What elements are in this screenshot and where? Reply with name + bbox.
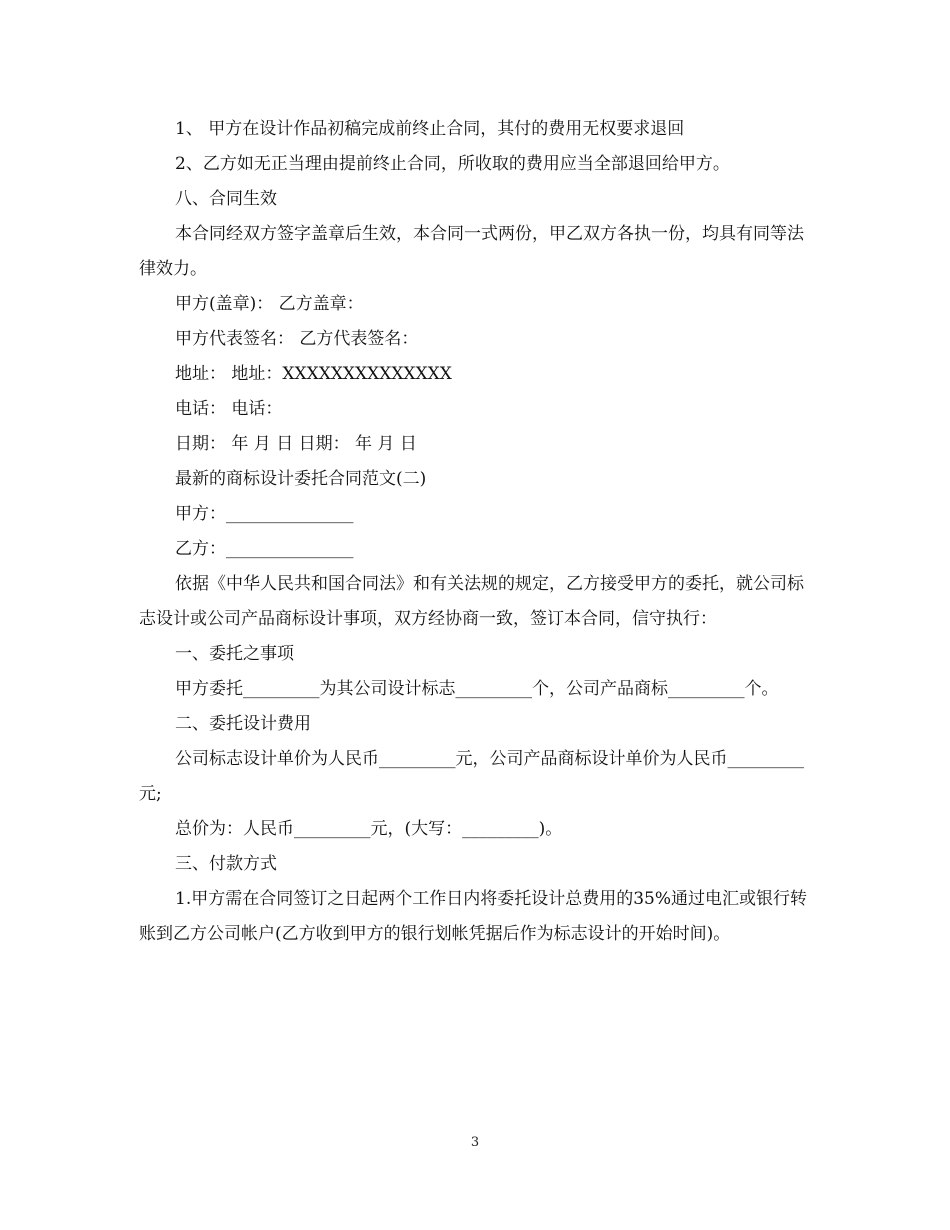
paragraph-effect: 本合同经双方签字盖章后生效，本合同一式两份，甲乙双方各执一份，均具有同等法律效力。 [139,224,804,279]
section-heading-effect: 八、合同生效 [175,189,277,209]
signature-seal-line: 甲方(盖章)： 乙方盖章： [175,294,364,314]
date-line: 日期： 年 月 日 日期： 年 月 日 [175,434,417,454]
signature-representative-line: 甲方代表签名： 乙方代表签名： [175,329,419,349]
paragraph-preamble: 依据《中华人民共和国合同法》和有关法规的规定，乙方接受甲方的委托，就公司标志设计或公司产品商标设计事项，双方经协商一致，签订本合同，信守执行： [139,574,804,629]
paragraph-commission: 甲方委托_________为其公司设计标志_________个，公司产品商标_________个。 [175,679,779,699]
paragraph-termination-clause-1: 1、 甲方在设计作品初稿完成前终止合同，其付的费用无权要求退回 [175,119,685,139]
party-a-line: 甲方：_______________ [175,504,354,524]
paragraph-total-price: 总价为：人民币_________元，(大写：_________)。 [175,819,563,839]
section-heading-commission: 一、委托之事项 [175,644,294,664]
section-heading-fees: 二、委托设计费用 [175,714,311,734]
document-body [139,112,819,952]
party-b-line: 乙方：_______________ [175,539,354,559]
address-line: 地址： 地址：XXXXXXXXXXXXXX [175,364,452,384]
section-heading-payment: 三、付款方式 [175,854,277,874]
paragraph-payment-1: 1.甲方需在合同签订之日起两个工作日内将委托设计总费用的35%通过电汇或银行转账到乙方公司帐户(乙方收到甲方的银行划帐凭据后作为标志设计的开始时间)。 [139,889,808,944]
phone-line: 电话： 电话： [175,399,283,419]
paragraph-unit-price: 公司标志设计单价为人民币_________元，公司产品商标设计单价为人民币_________元; [139,749,804,804]
paragraph-termination-clause-2: 2、乙方如无正当理由提前终止合同，所收取的费用应当全部退回给甲方。 [175,154,730,174]
page-number: 3 [470,1135,480,1150]
contract-title: 最新的商标设计委托合同范文(二) [175,469,427,489]
